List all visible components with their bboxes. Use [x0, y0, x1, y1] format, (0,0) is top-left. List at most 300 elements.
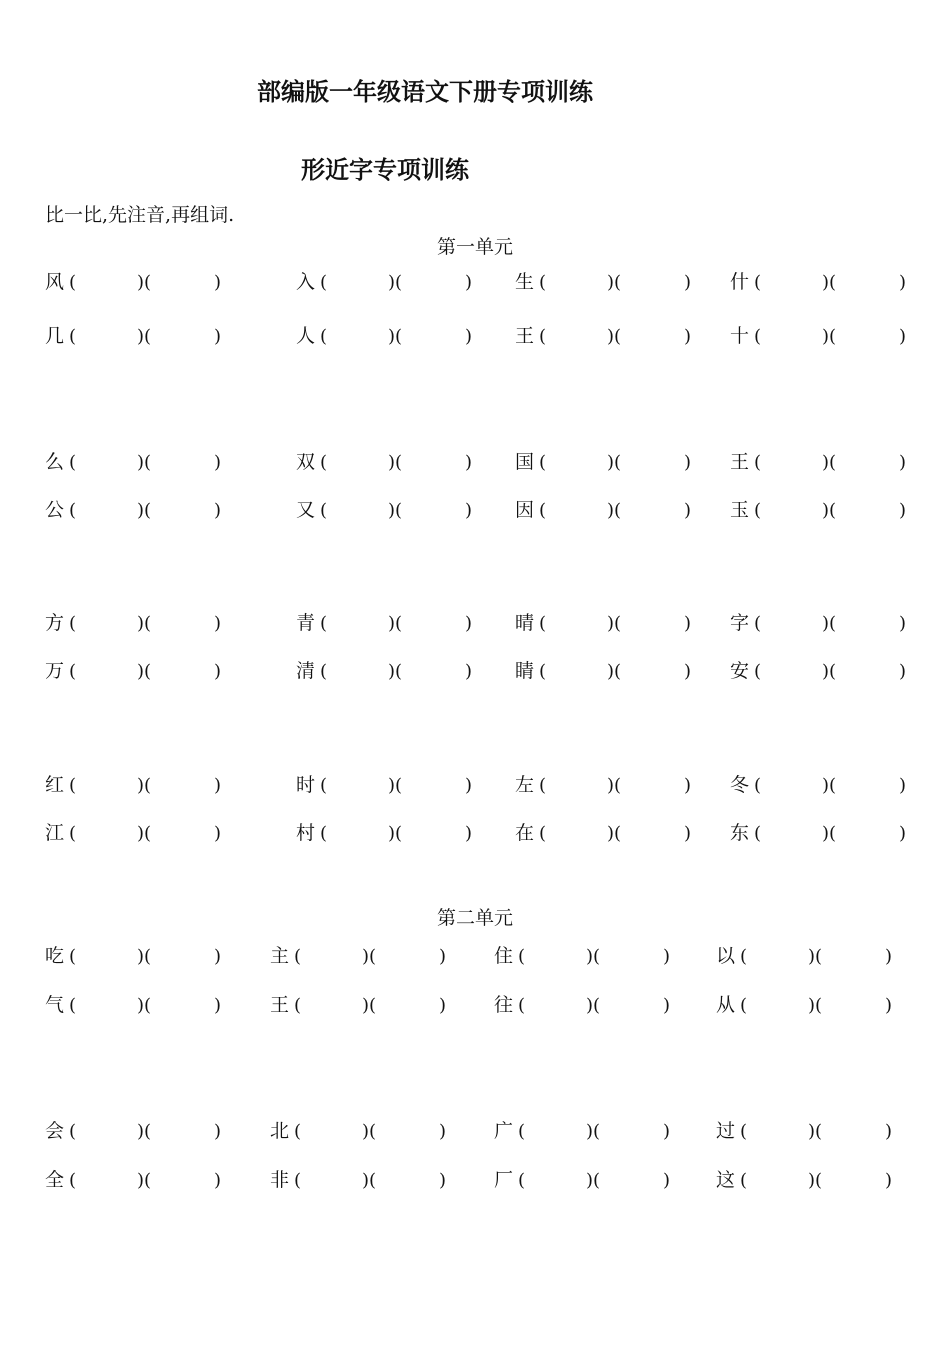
pinyin-blank-close: )	[607, 326, 615, 347]
word-blank-open: (	[369, 1170, 377, 1191]
character-item	[270, 1166, 446, 1194]
character: 江	[45, 822, 65, 844]
word-blank-close: )	[684, 613, 692, 634]
character-item	[45, 1117, 221, 1145]
word-blank-open: (	[144, 661, 152, 682]
word-blank-close: )	[214, 613, 222, 634]
pinyin-blank-open: (	[754, 613, 762, 634]
word-blank-open: (	[369, 1121, 377, 1142]
character: 双	[296, 451, 316, 473]
word-blank-close: )	[439, 1121, 447, 1142]
word-blank-open: (	[395, 500, 403, 521]
word-blank-close: )	[465, 272, 473, 293]
word-blank-close: )	[465, 775, 473, 796]
word-blank-open: (	[829, 500, 837, 521]
character: 往	[494, 994, 514, 1016]
character: 红	[45, 774, 65, 796]
word-blank-close: )	[439, 995, 447, 1016]
pinyin-blank-close: )	[137, 452, 145, 473]
character: 住	[494, 945, 514, 967]
word-blank-close: )	[214, 661, 222, 682]
pinyin-blank-open: (	[754, 823, 762, 844]
character: 冬	[730, 774, 750, 796]
pinyin-blank-close: )	[137, 272, 145, 293]
word-blank-open: (	[395, 452, 403, 473]
word-blank-close: )	[214, 500, 222, 521]
pinyin-blank-open: (	[539, 661, 547, 682]
word-blank-open: (	[614, 613, 622, 634]
word-blank-close: )	[439, 946, 447, 967]
character-item	[494, 991, 670, 1019]
character-item	[515, 657, 691, 685]
character-item	[45, 657, 221, 685]
pinyin-blank-close: )	[362, 1170, 370, 1191]
word-blank-open: (	[829, 775, 837, 796]
character-item	[730, 448, 906, 476]
pinyin-blank-open: (	[69, 823, 77, 844]
word-blank-close: )	[684, 452, 692, 473]
exercise-row	[0, 1117, 950, 1145]
pinyin-blank-close: )	[822, 272, 830, 293]
character-item	[45, 322, 221, 350]
exercise-row	[0, 1166, 950, 1194]
character-item	[296, 609, 472, 637]
word-blank-open: (	[614, 823, 622, 844]
pinyin-blank-close: )	[388, 613, 396, 634]
exercise-row	[0, 496, 950, 524]
pinyin-blank-open: (	[320, 775, 328, 796]
pinyin-blank-open: (	[740, 946, 748, 967]
pinyin-blank-close: )	[388, 661, 396, 682]
word-blank-open: (	[614, 775, 622, 796]
word-blank-open: (	[593, 946, 601, 967]
character: 方	[45, 612, 65, 634]
pinyin-blank-open: (	[69, 613, 77, 634]
pinyin-blank-open: (	[294, 995, 302, 1016]
word-blank-open: (	[395, 661, 403, 682]
character-item	[270, 942, 446, 970]
character-item	[45, 496, 221, 524]
pinyin-blank-close: )	[822, 452, 830, 473]
character: 生	[515, 271, 535, 293]
character: 十	[730, 325, 750, 347]
character: 王	[270, 994, 290, 1016]
character-item	[730, 496, 906, 524]
character: 以	[716, 945, 736, 967]
pinyin-blank-open: (	[539, 500, 547, 521]
pinyin-blank-open: (	[69, 661, 77, 682]
pinyin-blank-close: )	[808, 995, 816, 1016]
word-blank-close: )	[465, 613, 473, 634]
word-blank-close: )	[214, 326, 222, 347]
pinyin-blank-open: (	[539, 823, 547, 844]
word-blank-open: (	[815, 1170, 823, 1191]
word-blank-open: (	[369, 995, 377, 1016]
word-blank-close: )	[899, 613, 907, 634]
word-blank-close: )	[663, 1121, 671, 1142]
character: 国	[515, 451, 535, 473]
character-item	[45, 268, 221, 296]
word-blank-close: )	[899, 326, 907, 347]
pinyin-blank-open: (	[69, 272, 77, 293]
exercise-row	[0, 771, 950, 799]
pinyin-blank-close: )	[586, 995, 594, 1016]
word-blank-open: (	[815, 995, 823, 1016]
character-item	[494, 1117, 670, 1145]
character: 主	[270, 945, 290, 967]
word-blank-open: (	[369, 946, 377, 967]
character-item	[296, 448, 472, 476]
character-item	[515, 609, 691, 637]
character: 广	[494, 1120, 514, 1142]
word-blank-close: )	[684, 661, 692, 682]
word-blank-open: (	[395, 823, 403, 844]
word-blank-open: (	[144, 272, 152, 293]
exercise-row	[0, 819, 950, 847]
pinyin-blank-close: )	[586, 946, 594, 967]
pinyin-blank-close: )	[586, 1170, 594, 1191]
word-blank-close: )	[899, 272, 907, 293]
word-blank-open: (	[829, 326, 837, 347]
character: 公	[45, 499, 65, 521]
pinyin-blank-close: )	[808, 946, 816, 967]
character: 这	[716, 1169, 736, 1191]
pinyin-blank-close: )	[607, 775, 615, 796]
character: 非	[270, 1169, 290, 1191]
word-blank-close: )	[465, 500, 473, 521]
word-blank-close: )	[885, 1170, 893, 1191]
pinyin-blank-close: )	[607, 272, 615, 293]
pinyin-blank-open: (	[69, 326, 77, 347]
character-item	[730, 657, 906, 685]
pinyin-blank-open: (	[518, 1170, 526, 1191]
word-blank-close: )	[214, 1170, 222, 1191]
pinyin-blank-close: )	[808, 1121, 816, 1142]
character-item	[515, 496, 691, 524]
character-item	[730, 819, 906, 847]
character: 东	[730, 822, 750, 844]
word-blank-close: )	[663, 995, 671, 1016]
character: 人	[296, 325, 316, 347]
word-blank-close: )	[465, 823, 473, 844]
pinyin-blank-close: )	[388, 775, 396, 796]
pinyin-blank-close: )	[808, 1170, 816, 1191]
character: 么	[45, 451, 65, 473]
exercise-row	[0, 268, 950, 296]
pinyin-blank-close: )	[822, 326, 830, 347]
word-blank-open: (	[593, 1170, 601, 1191]
pinyin-blank-open: (	[518, 946, 526, 967]
character: 在	[515, 822, 535, 844]
word-blank-open: (	[593, 995, 601, 1016]
pinyin-blank-close: )	[137, 500, 145, 521]
character: 王	[515, 325, 535, 347]
word-blank-close: )	[684, 326, 692, 347]
word-blank-open: (	[144, 326, 152, 347]
pinyin-blank-close: )	[388, 452, 396, 473]
character: 村	[296, 822, 316, 844]
character: 玉	[730, 499, 750, 521]
pinyin-blank-open: (	[69, 1170, 77, 1191]
character: 从	[716, 994, 736, 1016]
pinyin-blank-open: (	[754, 326, 762, 347]
word-blank-open: (	[144, 823, 152, 844]
pinyin-blank-close: )	[822, 500, 830, 521]
word-blank-close: )	[885, 995, 893, 1016]
character-item	[716, 1117, 892, 1145]
pinyin-blank-open: (	[69, 995, 77, 1016]
pinyin-blank-open: (	[69, 1121, 77, 1142]
word-blank-open: (	[144, 452, 152, 473]
character-item	[716, 1166, 892, 1194]
character: 又	[296, 499, 316, 521]
pinyin-blank-open: (	[320, 613, 328, 634]
word-blank-close: )	[214, 1121, 222, 1142]
pinyin-blank-open: (	[539, 775, 547, 796]
pinyin-blank-close: )	[822, 613, 830, 634]
pinyin-blank-open: (	[754, 500, 762, 521]
character: 字	[730, 612, 750, 634]
word-blank-open: (	[144, 946, 152, 967]
word-blank-close: )	[899, 452, 907, 473]
character-item	[45, 991, 221, 1019]
word-blank-open: (	[614, 452, 622, 473]
word-blank-close: )	[214, 452, 222, 473]
character-item	[270, 1117, 446, 1145]
pinyin-blank-open: (	[69, 500, 77, 521]
pinyin-blank-close: )	[362, 995, 370, 1016]
pinyin-blank-close: )	[607, 500, 615, 521]
character: 因	[515, 499, 535, 521]
pinyin-blank-close: )	[607, 613, 615, 634]
pinyin-blank-close: )	[137, 613, 145, 634]
pinyin-blank-close: )	[388, 272, 396, 293]
character: 睛	[515, 660, 535, 682]
character: 吃	[45, 945, 65, 967]
pinyin-blank-close: )	[388, 500, 396, 521]
word-blank-close: )	[684, 775, 692, 796]
word-blank-close: )	[684, 823, 692, 844]
word-blank-open: (	[614, 272, 622, 293]
pinyin-blank-close: )	[822, 775, 830, 796]
pinyin-blank-open: (	[740, 1170, 748, 1191]
pinyin-blank-open: (	[320, 326, 328, 347]
character-item	[730, 609, 906, 637]
word-blank-close: )	[465, 326, 473, 347]
pinyin-blank-open: (	[69, 452, 77, 473]
pinyin-blank-close: )	[388, 823, 396, 844]
word-blank-open: (	[395, 775, 403, 796]
word-blank-open: (	[815, 1121, 823, 1142]
pinyin-blank-open: (	[320, 452, 328, 473]
word-blank-open: (	[829, 272, 837, 293]
character-item	[730, 268, 906, 296]
character: 左	[515, 774, 535, 796]
character-item	[296, 657, 472, 685]
word-blank-open: (	[144, 995, 152, 1016]
exercise-row	[0, 991, 950, 1019]
pinyin-blank-open: (	[69, 946, 77, 967]
word-blank-open: (	[395, 613, 403, 634]
word-blank-open: (	[144, 1121, 152, 1142]
pinyin-blank-open: (	[539, 452, 547, 473]
pinyin-blank-close: )	[822, 823, 830, 844]
pinyin-blank-open: (	[754, 661, 762, 682]
pinyin-blank-close: )	[362, 1121, 370, 1142]
word-blank-close: )	[214, 823, 222, 844]
word-blank-close: )	[439, 1170, 447, 1191]
character-item	[45, 771, 221, 799]
pinyin-blank-close: )	[607, 823, 615, 844]
pinyin-blank-open: (	[518, 1121, 526, 1142]
word-blank-close: )	[465, 452, 473, 473]
character-item	[45, 609, 221, 637]
word-blank-close: )	[684, 272, 692, 293]
pinyin-blank-open: (	[740, 1121, 748, 1142]
exercise-row	[0, 448, 950, 476]
exercise-row	[0, 657, 950, 685]
character: 北	[270, 1120, 290, 1142]
character-item	[45, 942, 221, 970]
character: 几	[45, 325, 65, 347]
pinyin-blank-close: )	[137, 661, 145, 682]
word-blank-open: (	[829, 661, 837, 682]
word-blank-open: (	[829, 613, 837, 634]
word-blank-close: )	[214, 946, 222, 967]
pinyin-blank-open: (	[539, 326, 547, 347]
word-blank-open: (	[614, 661, 622, 682]
character: 过	[716, 1120, 736, 1142]
character-item	[45, 819, 221, 847]
pinyin-blank-close: )	[586, 1121, 594, 1142]
word-blank-close: )	[885, 946, 893, 967]
word-blank-open: (	[144, 613, 152, 634]
character: 万	[45, 660, 65, 682]
exercise-row	[0, 942, 950, 970]
word-blank-close: )	[899, 823, 907, 844]
pinyin-blank-open: (	[754, 775, 762, 796]
word-blank-open: (	[144, 1170, 152, 1191]
word-blank-open: (	[614, 326, 622, 347]
word-blank-close: )	[885, 1121, 893, 1142]
character-item	[730, 771, 906, 799]
word-blank-open: (	[829, 452, 837, 473]
character: 气	[45, 994, 65, 1016]
pinyin-blank-close: )	[137, 995, 145, 1016]
word-blank-open: (	[815, 946, 823, 967]
character-item	[515, 448, 691, 476]
pinyin-blank-close: )	[822, 661, 830, 682]
character-item	[45, 1166, 221, 1194]
pinyin-blank-close: )	[137, 946, 145, 967]
character-item	[45, 448, 221, 476]
character: 晴	[515, 612, 535, 634]
character: 时	[296, 774, 316, 796]
character-item	[296, 322, 472, 350]
pinyin-blank-open: (	[740, 995, 748, 1016]
word-blank-close: )	[899, 500, 907, 521]
word-blank-close: )	[214, 995, 222, 1016]
character: 厂	[494, 1169, 514, 1191]
pinyin-blank-close: )	[137, 775, 145, 796]
character-item	[515, 322, 691, 350]
character: 风	[45, 271, 65, 293]
word-blank-open: (	[395, 272, 403, 293]
word-blank-close: )	[663, 946, 671, 967]
unit-title: 第二单元	[436, 907, 513, 929]
character-item	[296, 819, 472, 847]
pinyin-blank-open: (	[320, 823, 328, 844]
pinyin-blank-open: (	[294, 1121, 302, 1142]
pinyin-blank-open: (	[294, 1170, 302, 1191]
word-blank-close: )	[899, 661, 907, 682]
pinyin-blank-open: (	[294, 946, 302, 967]
pinyin-blank-close: )	[607, 452, 615, 473]
word-blank-close: )	[663, 1170, 671, 1191]
character: 安	[730, 660, 750, 682]
character-item	[716, 991, 892, 1019]
pinyin-blank-close: )	[137, 823, 145, 844]
pinyin-blank-open: (	[539, 613, 547, 634]
character-item	[730, 322, 906, 350]
word-blank-close: )	[465, 661, 473, 682]
character: 王	[730, 451, 750, 473]
character-item	[270, 991, 446, 1019]
word-blank-close: )	[899, 775, 907, 796]
pinyin-blank-close: )	[607, 661, 615, 682]
word-blank-open: (	[614, 500, 622, 521]
pinyin-blank-open: (	[754, 452, 762, 473]
unit-title: 第一单元	[436, 236, 513, 258]
page-title: 部编版一年级语文下册专项训练	[257, 78, 593, 106]
character-item	[296, 496, 472, 524]
character-item	[296, 771, 472, 799]
character: 什	[730, 271, 750, 293]
pinyin-blank-open: (	[518, 995, 526, 1016]
pinyin-blank-close: )	[137, 1121, 145, 1142]
word-blank-open: (	[144, 500, 152, 521]
word-blank-close: )	[214, 272, 222, 293]
word-blank-close: )	[214, 775, 222, 796]
pinyin-blank-open: (	[539, 272, 547, 293]
character-item	[296, 268, 472, 296]
character: 清	[296, 660, 316, 682]
word-blank-open: (	[395, 326, 403, 347]
pinyin-blank-close: )	[388, 326, 396, 347]
pinyin-blank-close: )	[137, 1170, 145, 1191]
word-blank-open: (	[593, 1121, 601, 1142]
word-blank-close: )	[684, 500, 692, 521]
character: 会	[45, 1120, 65, 1142]
pinyin-blank-open: (	[320, 272, 328, 293]
pinyin-blank-open: (	[69, 775, 77, 796]
character-item	[515, 819, 691, 847]
word-blank-open: (	[144, 775, 152, 796]
pinyin-blank-close: )	[137, 326, 145, 347]
exercise-row	[0, 609, 950, 637]
instruction: 比一比,先注音,再组词.	[45, 204, 235, 226]
page-subtitle: 形近字专项训练	[301, 156, 469, 184]
character: 青	[296, 612, 316, 634]
character-item	[494, 942, 670, 970]
character-item	[515, 268, 691, 296]
pinyin-blank-open: (	[754, 272, 762, 293]
character-item	[716, 942, 892, 970]
character-item	[494, 1166, 670, 1194]
pinyin-blank-open: (	[320, 500, 328, 521]
character: 全	[45, 1169, 65, 1191]
pinyin-blank-close: )	[362, 946, 370, 967]
